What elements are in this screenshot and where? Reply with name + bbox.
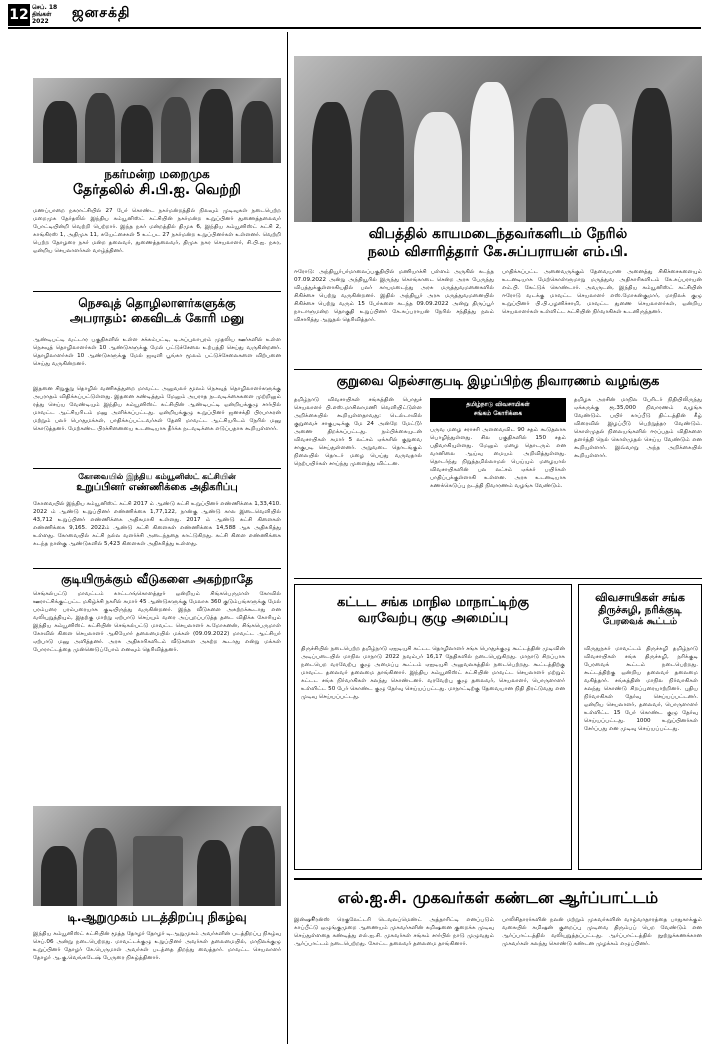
issue-date [32,4,64,25]
article-body-arumugam: இந்திய கம்யூனிஸ்ட் கட்சியின் மூத்த தோழர் தோழர் டி.ஆறுமுகம் அவர்களின் படத்திறப்பு நிகழ்வு செப்.06 அன்று நடைபெற்றது. மாவட்டக்குழு உறுப்பினர் அவர்கள் தலைமையில், மாநிலக்குழு உறுப்பினர் தோழர் கே.பெருமாள் அவர்கள் படத்தை திறந்து வைத்தார். மாவட்ட செயலாளர் தோழர் ஆ.கு.வெங்கடேஷ் பேருரை நிகழ்த்தினார். [33,931,281,961]
article-body-lic-2: பாலிசிதாரர்களின் நலன் மற்றும் முகவர்களின் வாழ்வாதாரத்தை பாதுகாக்கும் வகையில் கமிஷன் குறைப்பு முடிவை திரும்பப் பெற வேண்டும் என ஆர்ப்பாட்டத்தில் வலியுறுத்தப்பட்டது. ஆர்ப்பாட்டத்தில் நூற்றுக்கணக்கான முகவர்கள் கலந்து கொண்டு கண்டன முழக்கம் எழுப்பினர். [502,917,702,947]
article-divider [33,568,281,569]
article-divider [294,578,702,579]
headline-line: தேர்தலில் சி.பி.ஐ. வெற்றி [73,182,241,198]
headline-reception [299,595,567,628]
headline-membership [33,472,281,495]
article-body-weavers-2: இதனை சிறுகுறு தொழில் வணிகத்துறை மாவட்ட அலுவலர் மூலம் நெசவுத் தொழிலாளர்களுக்கு அபராதம் விதிக்கப்பட்டுள்ளது. இதனை கண்டித்தும் மேலும் அபராத நடவடிக்கைகளை முற்றிலும் ரத்து செய்ய வேண்டியும் இந்திய கம்யூனிஸ்ட் கட்சியின் ஆண்டிபட்டி ஒன்றியக்குழு சார்பில் மாவட்ட ஆட்சியரிடம் மனு அளிக்கப்பட்டது. ஒன்றியக்குழு உறுப்பினர் ஜனசக்தி பிரபாகரன் மற்றும் பலர் பொதுமக்கள், பாதிக்கப்பட்டவர்கள் தேனி மாவட்ட ஆட்சியரிடம் நேரில் மனு கொடுத்தனர். மேற்கண்ட பிரச்சினையை உடனடியாக தீர்க்க நடவடிக்கை எடுப்பதாக கூறியுள்ளார். [33,386,281,432]
article-body-subbarayan-2: பாதிக்கப்பட்ட அனைவருக்கும் தேவையான அனைத்து சிகிச்சைகளையும் உடனடியாக மேற்கொள்ளுமாறு மருத்துவ அதிகாரிகளிடம் கே.சுப்பராயன் எம்.பி. கேட்டுக் கொண்டார். அவருடன், இந்திய கம்யூனிஸ்ட் கட்சியின் ஈரோடு வடக்கு மாவட்ட செயலாளர் எஸ்.மோகன்குமார், மாநிலக் குழு உறுப்பினர் பி.பி.பழனிச்சாமி, மாவட்ட துணை செயலாளர்கள், ஒன்றிய செயலாளர்கள் உள்ளிட்ட கட்சியின் நிர்வாகிகள் உடனிருந்தனர். [502,269,702,315]
headline-line: வரவேற்பு குழு அமைப்பு [357,611,509,627]
box-farmers-meeting [578,584,702,870]
article-body-cpi-victory: மணப்பாறை நகராட்சியில் 27 பேர் கொண்ட நகர்மன்றத்தில் நிலவும் முடிவுகள் நடைபெற்ற மறைமுக தேர்தலில் இந்திய கம்யூனிஸ்ட் கட்சியின் நகர்மன்ற உறுப்பினர் துணைத்தலைவர் போட்டியின்றி வெற்றி பெற்றார். இந்த நகர் மன்றத்தில் திமுக 6, இந்திய கம்யூனிஸ்ட் கட்சி 2, காங்கிரஸ் 1, அதிமுக 11, சுயேட்சைகள் 5 உட்பட 27 நகர்மன்ற உறுப்பினர்கள் உள்ளனர். வெற்றி பெற்ற தோழரை நகர் மன்ற தலைவர், துணைத்தலைவர், திமுக நகர செயலாளர், சி.பி.ஐ. நகர, ஒன்றிய செயலாளர்கள் வாழ்த்தினர். [33,208,281,254]
headline-line: திருச்சுழி, நரிக்குடி [598,604,682,616]
headline-arumugam: டி.ஆறுமுகம் படத்திறப்பு நிகழ்வு [67,910,247,924]
article-body-membership: கோவையில் இந்திய கம்யூனிஸ்ட் கட்சி 2017 ம் ஆண்டு கட்சி உறுப்பினர் எண்ணிக்கை 1,33,410. 2022 ம் ஆண்டு உறுப்பினர் எண்ணிக்கை 1,77,122, நான்கு ஆண்டு கால இடைவெளியில் 43,712 உறுப்பினர் எண்ணிக்கை அதிகமாகி உள்ளது. 2017 ம் ஆண்டு கட்சி கிளைகள் எண்ணிக்கை 9,165. 2022ம் ஆண்டு கட்சி கிளைகள் எண்ணிக்கை 14,588 ஆக அதிகரித்து உள்ளது. கோவையில் கட்சி நல்ல வளர்ச்சி அடைந்ததை காட்டுகிறது. கட்சி கிளை எண்ணிக்கை கடந்த நான்கு ஆண்டுகளில் 5,423 கிளைகள் அதிகரித்து உள்ளது. [33,501,281,547]
article-body-housing: செங்கல்பட்டு மாவட்டம் காட்டாங்கொளத்தூர் ஒன்றியம் சிங்கபெருமாள் கோவில் ஊராட்சிக்குட்பட்ட மகிழ்ச்சி நகரில் சுமார் 45 ஆண்டுகளுக்கு மேலாக 360 குடும்பங்களுக்கு மேல் பரம்பரை பரம்பரையாக குடியிருந்து வருகின்றனர். இந்த வீடுகளை அகற்றக்கூடாது என வலியுறுத்தியும், இதற்கு மாற்று ஏற்பாடு செய்யும் வரை அப்புறப்படுத்த தடை விதிக்க கோரியும் இந்திய கம்யூனிஸ்ட் கட்சியின் செங்கல்பட்டு மாவட்ட செயலாளர் க.மோகனன், சிங்கபெருமாள் கோவில் கிளை செயலாளர் ஆகியோர் தலைமையில் மக்கள் (09.09.2022) மாவட்ட ஆட்சியர் ஏற்பாடு மனு அளித்தனர். அரசு அதிகாரிகளிடம் வீடுகளை அகற்ற கூடாது என்று மக்கள் போராட்டத்தை முன்னெடுப்போம் எனவும் தெரிவித்தனர். [33,591,281,653]
headline-line: விபத்தில் காயமடைந்தவர்களிடம் நேரில் [368,226,628,242]
article-divider [294,878,702,880]
headline-line: பேரவைக் கூட்டம் [602,617,678,628]
headline-line: விவசாயிகள் சங்க [595,591,685,604]
headline-housing: குடியிருக்கும் வீடுகளை அகற்றாதே [61,572,253,586]
headline-line: உறுப்பினர் எண்ணிக்கை அதிகரிப்பு [76,482,238,493]
photo-portrait-unveiling [33,806,281,906]
headline-line: நலம் விசாரித்தார் கே.சுப்பராயன் எம்.பி. [367,243,629,260]
masthead-rule [8,27,701,29]
article-body-kuruvai-3: தமிழக அரசின் மாநில பேரிடர் நிதியிலிருந்து ஏக்கருக்கு ரூ.35,000 நிவாரணம் வழங்க வேண்டும். பயிர் காப்பீடு திட்டத்தின் கீழ் விரைவில் இழப்பீடு பெற்றுத்தர வேண்டும். கொள்முதல் நிலையங்களில் ஈரப்பதம் விதிகளை தளர்த்தி நெல் கொள்முதல் செய்ய வேண்டும் என கூறியுள்ளார். இவ்வாறு அந்த அறிக்கையில் கூறியுள்ளார். [574,397,702,459]
headline-subbarayan [294,226,702,261]
paper-name: ஜனசக்தி [72,5,131,21]
date-line-2: திங்கள் [32,11,52,18]
headline-line: அபராதம்: கைவிடக் கோரி மனு [69,311,245,325]
article-divider [294,369,702,370]
headline-cpi-victory [33,167,281,200]
photo-hospital-visit [294,56,702,222]
article-body-kuruvai-1: தமிழ்நாடு விவசாயிகள் சங்கத்தின் பொதுச் செயலாளர் பி.எஸ்.மாசிலாமணி வெளியிட்டுள்ள அறிக்கையில் கூறியுள்ளதாவது: டெல்டாவில் குறுவைச் சாகுபடிக்கு மே 24 அன்றே மேட்டூர் அணை திறக்கப்பட்டது. நம்பிக்கையுடன் விவசாயிகள் சுமார் 5 லட்சம் ஏக்கரில் குறுவை சாகுபடி செய்துள்ளனர். அறுவடை தொடங்கும் நிலையில் தொடர் மழை பெய்து வருவதால் நெற்பயிர்கள் சாய்ந்து முளைத்து விட்டன. [294,397,422,467]
headline-kuruvai: குறுவை நெல்சாகுபடி இழப்பிற்கு நிவாரணம் வழங்குக [336,374,660,389]
badge-line: சங்கம் கோரிக்கை [473,410,523,417]
box-reception [294,584,572,870]
badge-line: தமிழ்நாடு விவசாயிகள் [466,401,530,408]
headline-line: கட்டட சங்க மாநில மாநாட்டிற்கு [336,595,530,610]
article-body-subbarayan-1: ஈரோடு: அந்தியூர்பர்மாலைப்பகுதியில் மணியாச்சி பள்ளம் அருகில் கடந்த 07.09.2022 அன்று அந்தியூரில் இருந்து கொங்காடை சென்ற அரசு பேருந்து விபத்துக்குள்ளாகியதில் பலர் காயமடைந்து அரசு மருத்துவமனைகளில் சிகிச்சை பெற்று வருகின்றனர். இதில் அந்தியூர் அரசு மருத்துவமனையில் சிகிச்சை பெற்று வரும் 15 பேர்களை கடந்த 09.09.2022 அன்று திருப்பூர் நாடாளுமன்ற தொகுதி உறுப்பினர் கே.சுப்பராயன் நேரில் சந்தித்து நலம் விசாரித்து ஆறுதல் தெரிவித்தார். [294,269,494,323]
article-divider [33,291,281,292]
headline-line: நெசவுத் தொழிலாளர்களுக்கு [78,296,236,310]
article-body-farmers-meeting: விருதுநகர் மாவட்டம் திருச்சுழி தமிழ்நாடு விவசாயிகள் சங்க திருச்சுழி, நரிக்குடி பேரவைக் கூட்டம் நடைபெற்றது. கூட்டத்திற்கு ஒன்றிய தலைவர் தலைமை வகித்தார். சங்கத்தின் மாநில நிர்வாகிகள் கலந்து கொண்டு சிறப்புரையாற்றினர். புதிய நிர்வாகிகள் தேர்வு செய்யப்பட்டனர். ஒன்றிய செயலாளர், தலைவர், பொருளாளர் உள்ளிட்ட 15 பேர் கொண்ட குழு தேர்வு செய்யப்பட்டது. 1000 உறுப்பினர்கள் சேர்ப்பது என முடிவு செய்யப்பட்டது. [584,646,698,732]
date-line-1: செப். 18 [32,4,58,11]
column-divider-left [287,32,288,1044]
article-divider [33,468,281,469]
article-body-kuruvai-2: பருவ மழை சராசரி அளவைவிட 90 சதம் கூடுதலாக பொழிந்துள்ளது. சில பகுதிகளில் 150 சதம் பதிவாகியுள்ளது. மேலும் மழை தொடரும் என வானிலை ஆய்வு மையம் அறிவித்துள்ளது. தொடர்ந்து நிறுத்தமில்லாமல் பெய்யும் மழையால் விவசாயிகளின் பல லட்சம் ஏக்கர் பயிர்கள் பாதிப்புக்குள்ளாகி உள்ளன. அரசு உடனடியாக கணக்கெடுப்பு நடத்தி நிவாரணம் வழங்க வேண்டும். [430,427,566,489]
article-body-weavers-1: ஆண்டிபட்டி வட்டார பகுதிகளில் உள்ள சக்கம்பட்டி, டி.சுப்புலாபுரம் முதலிய ஊர்களில் உள்ள நெசவுத் தொழிலாளர்கள் 10 ஆண்டுகளுக்கு மேல் பட்டுச்சேலை உற்பத்தி செய்து வருகின்றனர். தொழிலாளர்கள் 10 ஆண்டுகளுக்கு மேல் ஜவுளி பூங்கா மூலம் பட்டுச்சேலைகளை விற்பனை செய்து வருகின்றனர். [33,337,281,367]
headline-lic: எல்.ஐ.சி. முகவர்கள் கண்டன ஆர்ப்பாட்டம் [337,888,659,907]
headline-line: கோவையில் இந்திய கம்யூனிஸ்ட் கட்சியின் [78,472,236,481]
page-number: 12 [8,4,30,26]
headline-line: நகர்மன்ற மறைமுக [104,167,210,181]
photo-felicitation [33,78,281,163]
headline-farmers-meeting [581,591,699,629]
date-line-3: 2022 [32,18,49,25]
kuruvai-badge [430,398,566,422]
headline-weavers [33,296,281,326]
article-body-lic-1: இன்ஷூரன்ஸ் ரெகுலேட்டரி டெவலப்மெண்ட் அத்தாரிட்டி எனப்படும் காப்பீட்டு ஒழுங்குமுறை ஆணையம் முகவர்களின் கமிஷனை குறைக்க முடிவு செய்துள்ளதை கண்டித்து எல்.ஐ.சி. முகவர்கள் சங்கம் சார்பில் நாடு முழுவதும் ஆர்ப்பாட்டம் நடைபெற்றது. கோட்ட தலைவர் தலைமை தாங்கினார். [294,917,494,947]
article-body-reception: திருச்சியில் நடைபெற்ற தமிழ்நாடு ஏஐடியுசி கட்டட தொழிலாளர் சங்க பொதுக்குழு கூட்டத்தின் முடிவின் அடிப்படையில் மாநில மாநாடு 2022 நவம்பர் 16,17 தேதிகளில் நடைபெறுகிறது. மாநாடு சிறப்பாக நடைபெற வரவேற்பு குழு அமைப்பு கூட்டம் ஏஐடியுசி அலுவலகத்தில் நடைபெற்றது. கூட்டத்திற்கு மாவட்ட தலைவர் தலைமை தாங்கினார். இந்திய கம்யூனிஸ்ட் கட்சியின் மாவட்ட செயலாளர் மற்றும் கட்டட சங்க நிர்வாகிகள் கலந்து கொண்டனர். வரவேற்பு குழு தலைவர், செயலாளர், பொருளாளர் உள்ளிட்ட 50 பேர் கொண்ட குழு தேர்வு செய்யப்பட்டது. மாநாட்டிற்கு தேவையான நிதி திரட்டுவது என முடிவு செய்யப்பட்டது. [301,646,565,700]
